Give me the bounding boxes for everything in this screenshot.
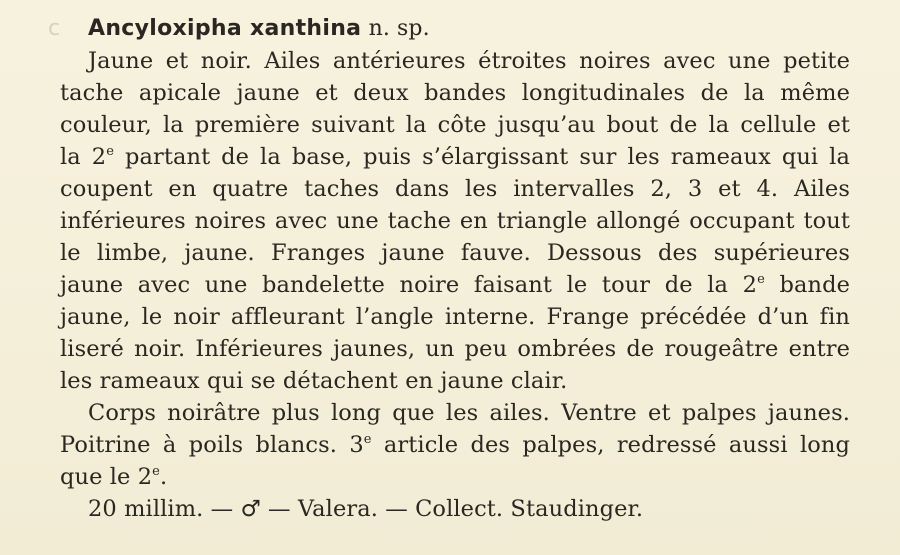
margin-mark-icon: c — [48, 16, 61, 41]
text-fragment: que le 2 — [60, 464, 153, 490]
text-line: inférieures noires avec une tache en triangle allongé occupant tout — [60, 208, 850, 234]
text-line: liseré noir. Inférieures jaunes, un peu ombrées de rougeâtre entre — [60, 336, 850, 362]
species-status: n. sp. — [368, 16, 430, 41]
text-fragment: la 2 — [60, 144, 107, 170]
text-line: jaune, le noir affleurant l’angle interne. Frange précédée d’un fin — [60, 304, 850, 330]
text-line: couleur, la première suivant la côte jusqu’au bout de la cellule et — [60, 112, 850, 138]
species-heading — [60, 12, 850, 45]
superscript: e — [152, 464, 160, 479]
text-line: Jaune et noir. Ailes antérieures étroites noires avec une petite — [88, 48, 850, 74]
text-line: tache apicale jaune et deux bandes longitudinales de la même — [60, 80, 850, 106]
text-line — [60, 269, 850, 301]
species-name: Ancyloxipha xanthina — [88, 16, 362, 41]
specimen-line — [60, 493, 850, 525]
text-fragment: jaune avec une bandelette noire faisant le tour de la 2 — [60, 272, 758, 298]
superscript: e — [363, 432, 372, 447]
species-description — [60, 12, 850, 525]
text-line — [60, 141, 850, 173]
specimen-locality-collection: — Valera. — Collect. Staudinger. — [260, 496, 644, 522]
text-line: le limbe, jaune. Franges jaune fauve. Dessous des supérieures — [60, 240, 850, 266]
text-fragment: article des palpes, redressé aussi long — [371, 432, 850, 458]
text-fragment: . — [159, 464, 168, 490]
male-symbol-icon: ♂ — [240, 496, 261, 522]
text-line: Corps noirâtre plus long que les ailes. Ventre et palpes jaunes. — [88, 400, 850, 426]
text-fragment: partant de la base, puis s’élargissant sur les rameaux qui la — [113, 144, 850, 170]
text-line: les rameaux qui se détachent en jaune clair. — [60, 368, 568, 394]
specimen-size: 20 millim. — — [88, 496, 241, 522]
superscript: e — [757, 272, 765, 287]
text-fragment: Poitrine à poils blancs. 3 — [60, 432, 364, 458]
text-line: coupent en quatre taches dans les intervalles 2, 3 et 4. Ailes — [60, 176, 850, 202]
text-line — [60, 429, 850, 461]
superscript: e — [106, 144, 114, 159]
text-fragment: bande — [764, 272, 850, 298]
text-line — [60, 461, 850, 493]
